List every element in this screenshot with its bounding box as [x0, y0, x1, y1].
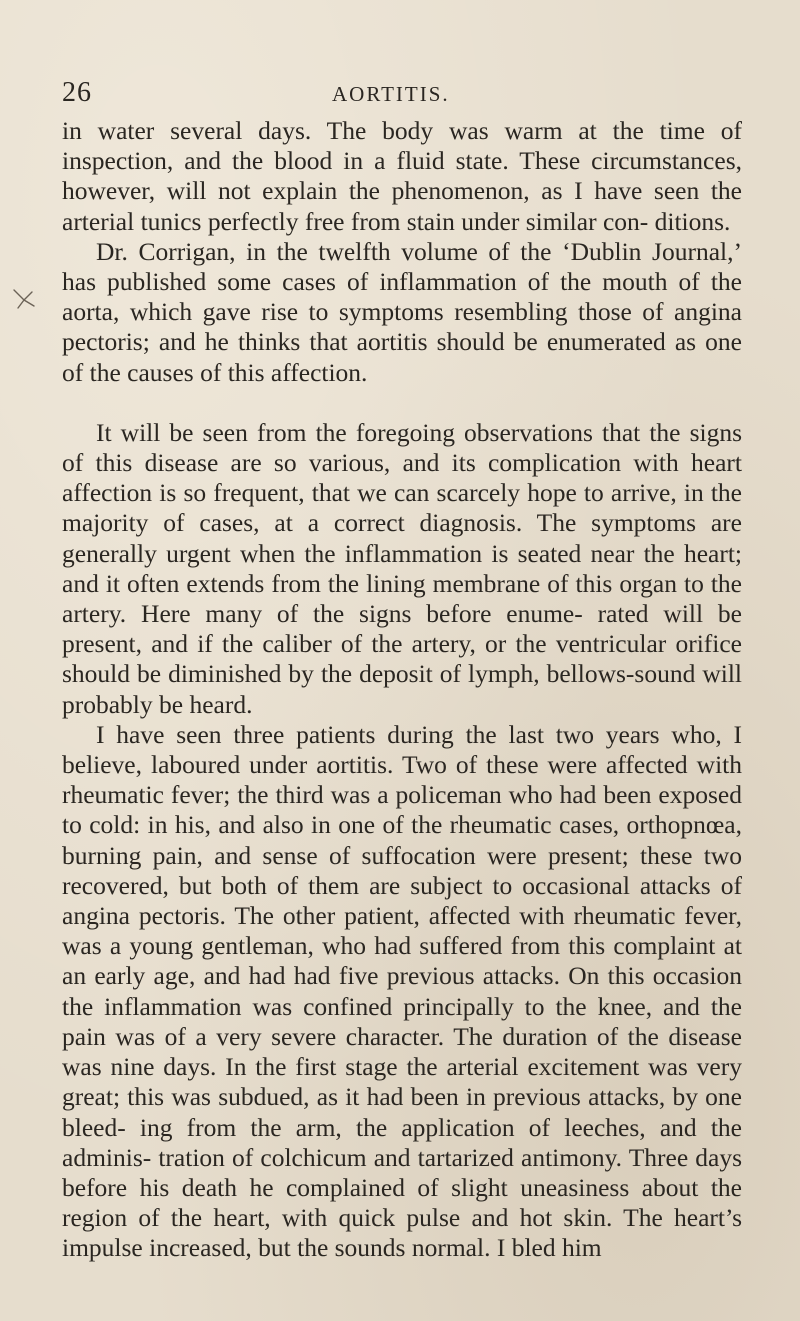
running-title: AORTITIS.: [332, 82, 450, 106]
paragraph-1: in water several days. The body was warm at the time of inspection, and the blood in a fluid state. These circumstances, however, will not explain the phenomenon, as I have seen the arterial tunics perfectly free from stain under similar con- ditions.: [62, 116, 742, 236]
paragraph-4: I have seen three patients during the last two years who, I believe, laboured under aortitis. Two of these were affected with rheumatic fever; the third was a policeman who had been exposed to cold: in his, and also in one of the rheumatic cases, orthopnœa, burning pain, and sense of suffocation were present; these two recovered, but both of them are subject to occasional attacks of angina pectoris. The other patient, affected with rheumatic fever, was a young gentleman, who had suffered from this complaint at an early age, and had had five previous attacks. On this occasion the inflammation was confined principally to the knee, and the pain was of a very severe character. The duration of the disease was nine days. In the first stage the arterial excitement was very great; this was subdued, as it had been in previous attacks, by one bleed- ing from the arm, the application of leeches, and the adminis- tration of colchicum and tartarized antimony. Three days before his death he complained of slight uneasiness about the region of the heart, with quick pulse and hot skin. The heart’s impulse increased, but the sounds normal. I bled him: [62, 719, 742, 1263]
page-number: 26: [62, 77, 92, 108]
body-text: [62, 116, 742, 1264]
running-head: [62, 78, 736, 108]
paragraph-2: Dr. Corrigan, in the twelfth volume of the ‘Dublin Journal,’ has published some cases of inflammation of the mouth of the aorta, which gave rise to symptoms resembling those of angina pectoris; and he thinks that aortitis should be enumerated as one of the causes of this affection.: [62, 236, 742, 387]
paragraph-3: It will be seen from the foregoing observations that the signs of this disease are so various, and its complication with heart affection is so frequent, that we can scarcely hope to arrive, in the majority of cases, at a correct diagnosis. The symptoms are generally urgent when the inflammation is seated near the heart; and it often extends from the lining membrane of this organ to the artery. Here many of the signs before enume- rated will be present, and if the caliber of the artery, or the ventricular orifice should be diminished by the deposit of lymph, bellows-sound will probably be heard.: [62, 417, 742, 719]
pencil-mark-icon: [10, 284, 38, 312]
